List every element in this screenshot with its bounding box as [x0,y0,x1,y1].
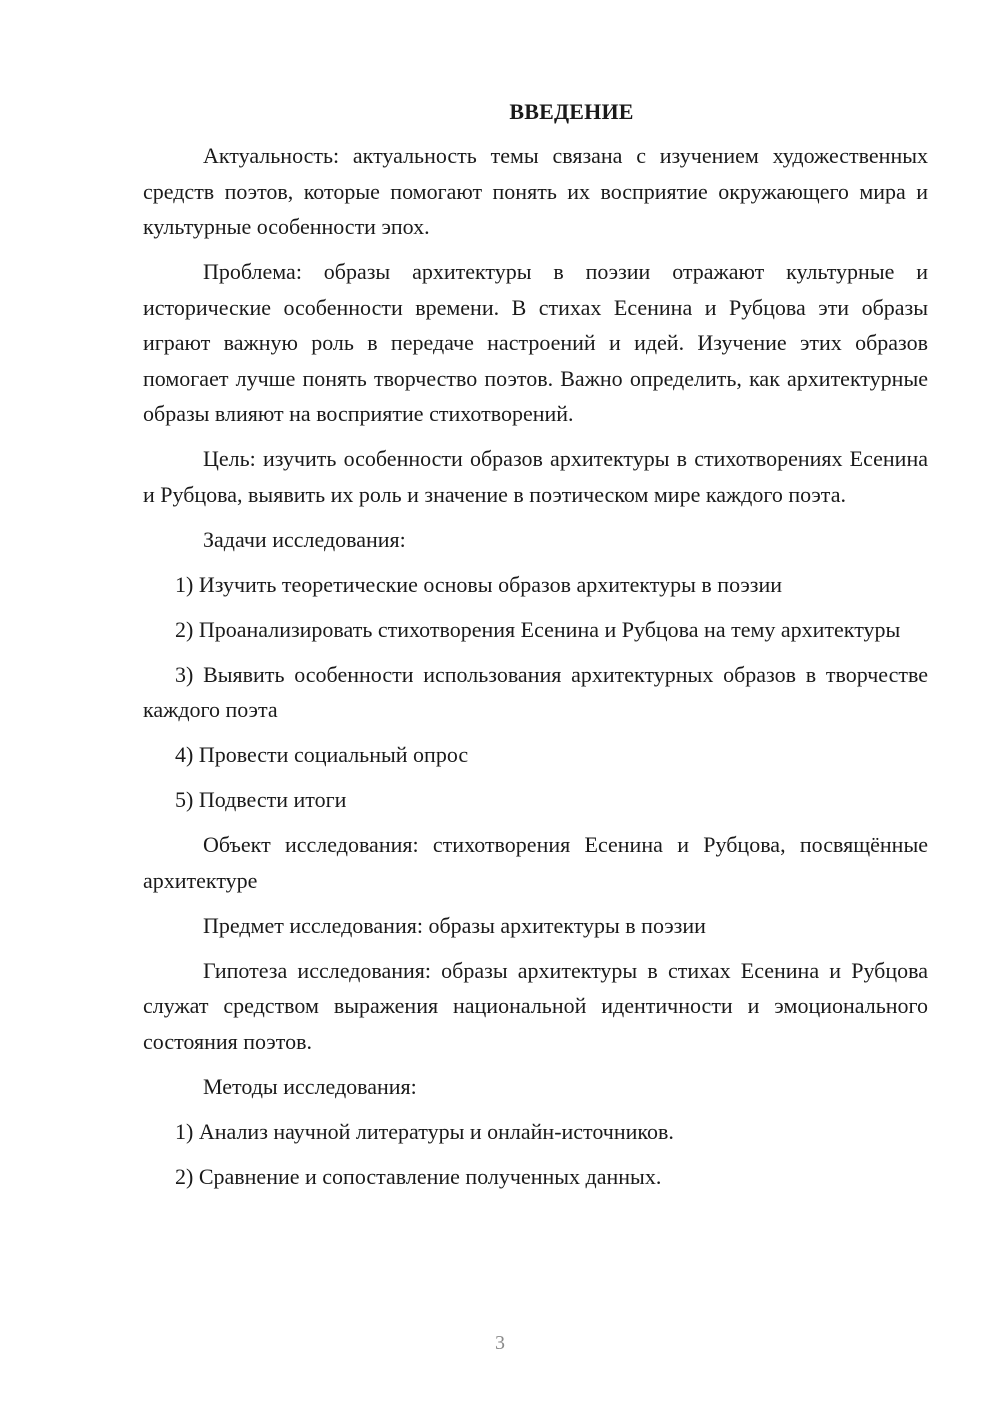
object-paragraph: Объект исследования: стихотворения Есенина и Рубцова, посвящённые архитектуре [143,832,928,893]
hypothesis-paragraph: Гипотеза исследования: образы архитектуры в стихах Есенина и Рубцова служат средством выражения национальной идентичности и эмоционального состояния поэтов. [143,957,928,1054]
task-item: 2) Проанализировать стихотворения Есенина и Рубцова на тему архитектуры [175,616,901,642]
task-item: 3) Выявить особенности использования архитектурных образов в творчестве каждого поэта [143,661,928,722]
document-page [143,94,928,1204]
relevance-paragraph: Актуальность: актуальность темы связана с изучением художественных средств поэтов, которые помогают понять их восприятие окружающего мира и культурные особенности эпох. [143,143,928,239]
method-item: 2) Сравнение и сопоставление полученных данных. [175,1163,662,1189]
tasks-heading: Задачи исследования: [203,526,406,552]
problem-paragraph: Проблема: образы архитектуры в поэзии отражают культурные и исторические особенности времени. В стихах Есенина и Рубцова эти образы играют важную роль в передаче настроений и идей. Изучение этих образов помогает лучше понять творчество поэтов. Важно определить, как архитектурные образы влияют на восприятие стихотворений. [143,259,928,426]
subject-paragraph: Предмет исследования: образы архитектуры в поэзии [203,912,706,938]
task-item: 4) Провести социальный опрос [175,742,469,767]
page-title: ВВЕДЕНИЕ [509,99,634,124]
task-item: 1) Изучить теоретические основы образов архитектуры в поэзии [175,571,783,597]
goal-paragraph: Цель: изучить особенности образов архитектуры в стихотворениях Есенина и Рубцова, выявить их роль и значение в поэтическом мире каждого поэта. [143,446,928,507]
methods-heading: Методы исследования: [203,1073,417,1099]
page-number: 3 [495,1332,505,1354]
method-item: 1) Анализ научной литературы и онлайн-источников. [175,1118,674,1144]
task-item: 5) Подвести итоги [175,787,347,812]
